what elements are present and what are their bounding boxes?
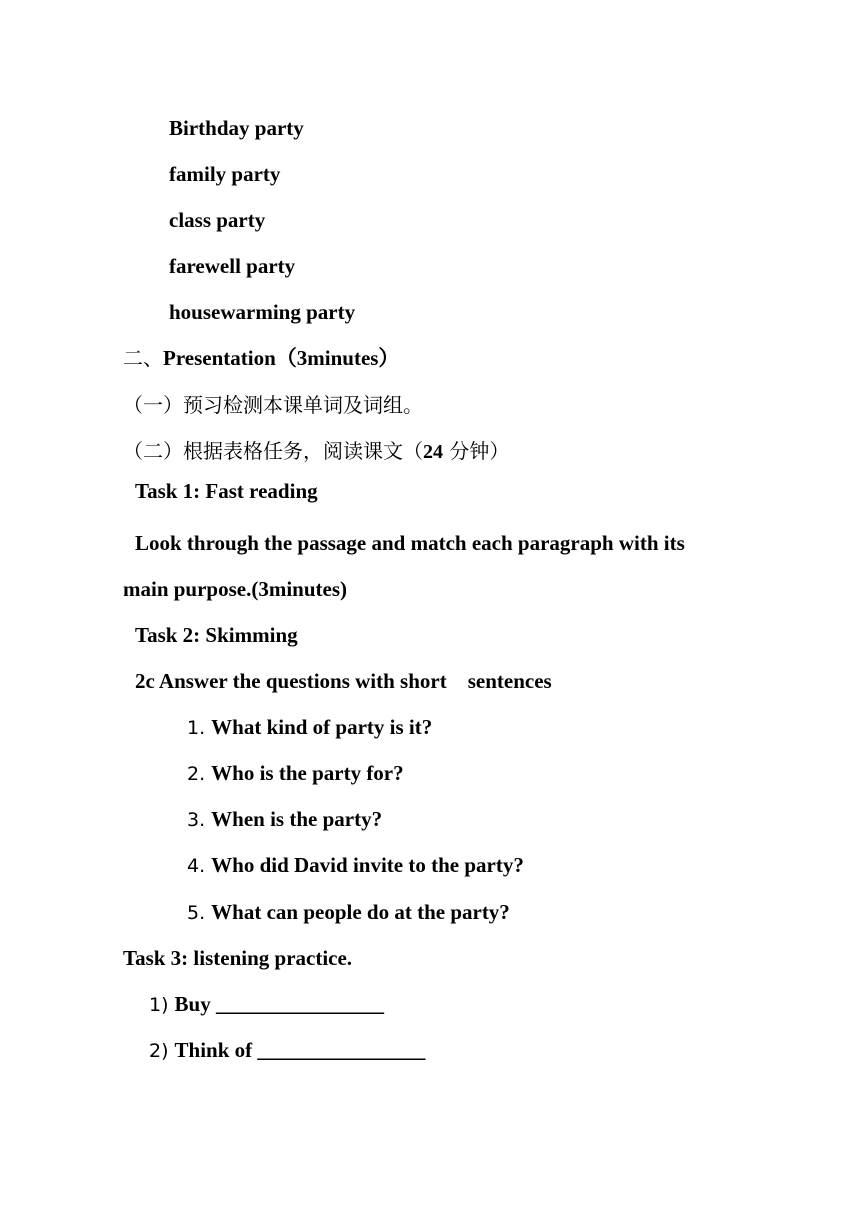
listening-item [149, 1036, 425, 1065]
party-type-item: farewell party [169, 254, 296, 278]
party-type-item: class party [169, 208, 266, 232]
subsection-minutes-number: 24 [423, 441, 443, 463]
subsection-text-after: 分钟） [443, 439, 510, 463]
task1-instruction-line2: main purpose.(3minutes) [123, 577, 348, 601]
question-number: 2. [187, 763, 206, 785]
party-type-item: Birthday party [169, 116, 304, 140]
task2-title: Task 2: Skimming [135, 623, 298, 647]
listening-item-number: 2) [149, 1040, 169, 1062]
question-number: 1. [187, 717, 206, 739]
question-number: 5. [187, 902, 206, 924]
task3-title: Task 3: listening practice. [123, 946, 353, 970]
listening-item-number: 1) [149, 994, 169, 1016]
listening-item-text: Think of ________________ [174, 1038, 426, 1062]
section-number: 二、 [123, 346, 163, 370]
task2-instruction: 2c Answer the questions with short sentences [135, 669, 552, 693]
section-title: Presentation（3minutes） [163, 346, 400, 370]
task1-instruction-line1: Look through the passage and match each paragraph with its [135, 531, 685, 555]
subsection-reading-tasks [123, 437, 509, 466]
question-text: What can people do at the party? [211, 900, 510, 924]
question-item [187, 759, 404, 788]
listening-item-text: Buy ________________ [174, 992, 384, 1016]
question-item [187, 898, 510, 927]
question-text: Who did David invite to the party? [211, 853, 524, 877]
question-item [187, 805, 382, 834]
section-heading-presentation [123, 344, 399, 372]
question-number: 3. [187, 809, 206, 831]
question-item [187, 851, 524, 880]
question-text: When is the party? [211, 807, 383, 831]
party-type-item: family party [169, 162, 281, 186]
subsection-preview-check: （一）预习检测本课单词及词组。 [123, 393, 423, 417]
listening-item [149, 990, 384, 1019]
question-text: Who is the party for? [211, 761, 404, 785]
question-number: 4. [187, 855, 206, 877]
subsection-text-before: （二）根据表格任务，阅读课文（ [123, 439, 423, 463]
question-item [187, 713, 432, 742]
question-text: What kind of party is it? [211, 715, 433, 739]
task1-title: Task 1: Fast reading [135, 479, 318, 503]
party-type-item: housewarming party [169, 300, 356, 324]
